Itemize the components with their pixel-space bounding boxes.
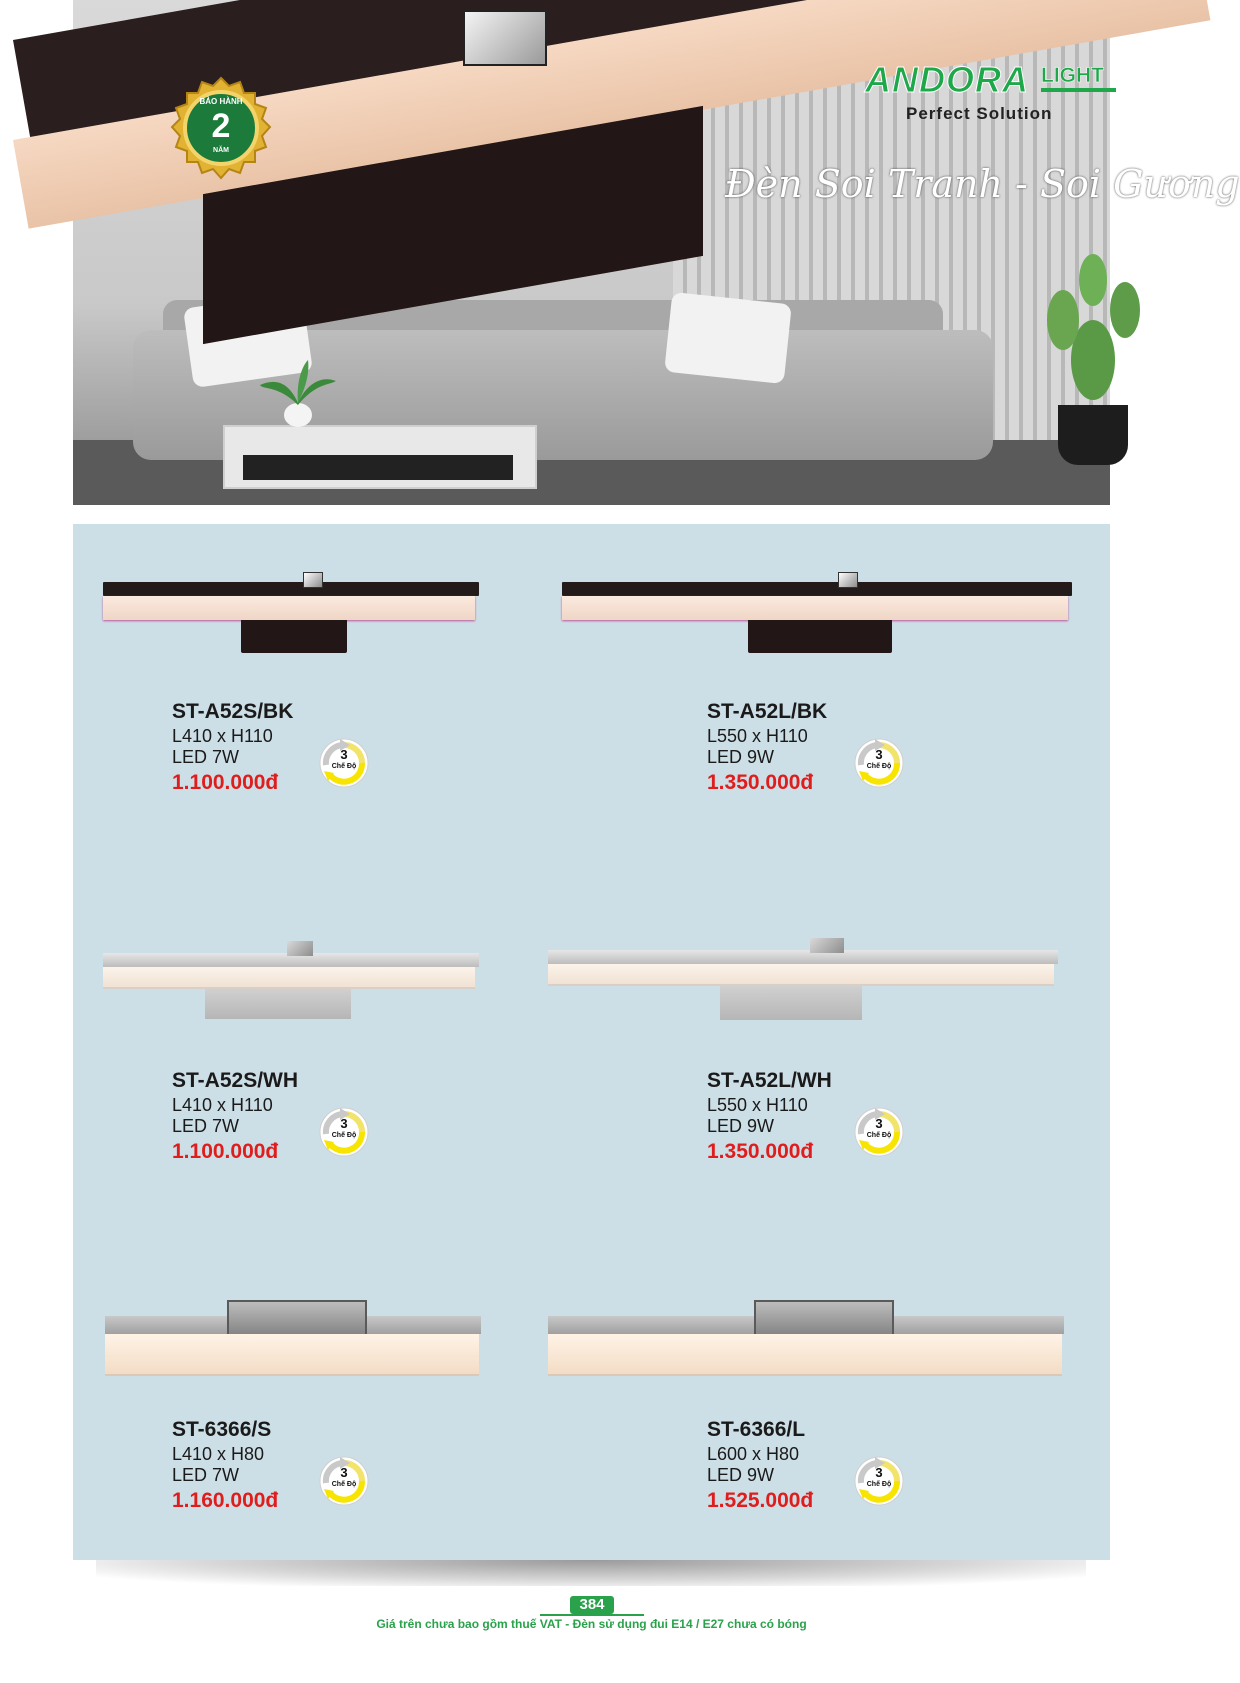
- lamp-diffuser: [103, 967, 475, 989]
- product-code: ST-6366/L: [707, 1418, 806, 1441]
- product-price: 1.350.000đ: [707, 771, 814, 794]
- mode-number: 3: [875, 1465, 883, 1480]
- mode-number: 3: [340, 1116, 348, 1131]
- product-image-st-a52l-wh: [548, 950, 1058, 1025]
- product-image-st-a52s-wh: [103, 953, 479, 1013]
- product-power: LED 9W: [707, 747, 775, 767]
- product-power: LED 7W: [172, 1116, 240, 1136]
- product-price: 1.160.000đ: [172, 1489, 279, 1512]
- cactus-icon: [1033, 240, 1153, 410]
- lamp-bracket: [748, 620, 892, 653]
- product-size: L410 x H80: [172, 1444, 265, 1464]
- brand-logo: [865, 60, 1115, 130]
- lamp-clip: [303, 572, 323, 588]
- table-plant-icon: [258, 355, 338, 430]
- mode-number: 3: [875, 1116, 883, 1131]
- mode-number: 3: [875, 747, 883, 762]
- product-code: ST-A52S/BK: [172, 700, 294, 723]
- product-code: ST-6366/S: [172, 1418, 272, 1441]
- lamp-bar: [548, 950, 1058, 964]
- coffee-table-shelf: [243, 455, 513, 480]
- light-mode-icon: [851, 1104, 907, 1160]
- light-mode-icon: [851, 1453, 907, 1509]
- mode-number: 3: [340, 747, 348, 762]
- footer-divider: [540, 1614, 644, 1616]
- panel-shadow: [96, 1560, 1086, 1586]
- light-mode-icon: [316, 735, 372, 791]
- lamp-clip: [287, 941, 313, 956]
- product-price: 1.350.000đ: [707, 1140, 814, 1163]
- plant-pot: [1058, 405, 1128, 465]
- lamp-clip: [810, 938, 844, 953]
- product-power: LED 9W: [707, 1465, 775, 1485]
- mode-label: Chế Độ: [331, 763, 357, 770]
- light-mode-icon: [316, 1104, 372, 1160]
- mode-label: Chế Độ: [866, 763, 892, 770]
- lamp-diffuser: [548, 964, 1054, 986]
- product-size: L550 x H110: [707, 1095, 808, 1115]
- product-power: LED 7W: [172, 747, 240, 767]
- product-power: LED 7W: [172, 1465, 240, 1485]
- badge-number: 2: [211, 107, 231, 145]
- lamp-bracket: [241, 620, 347, 653]
- mode-number: 3: [340, 1465, 348, 1480]
- product-size: L600 x H80: [707, 1444, 800, 1464]
- lamp-bar: [103, 582, 479, 596]
- pillow: [664, 292, 792, 384]
- page-number: 384: [570, 1596, 614, 1614]
- script-title: Đèn Soi Tranh - Soi Gương: [725, 162, 1240, 206]
- product-price: 1.525.000đ: [707, 1489, 814, 1512]
- product-size: L410 x H110: [172, 1095, 273, 1115]
- product-code: ST-A52L/BK: [707, 700, 828, 723]
- badge-bottom-text: NĂM: [213, 147, 229, 154]
- product-panel: [73, 524, 1110, 1560]
- brand-underline: [1041, 88, 1116, 92]
- light-mode-icon: [851, 735, 907, 791]
- mode-label: Chế Độ: [866, 1132, 892, 1139]
- light-mode-icon: [316, 1453, 372, 1509]
- lamp-diffuser: [105, 1334, 479, 1376]
- product-image-st-6366-s: [105, 1298, 481, 1378]
- product-size: L410 x H110: [172, 726, 273, 746]
- lamp-diffuser: [103, 596, 475, 620]
- product-size: L550 x H110: [707, 726, 808, 746]
- mode-label: Chế Độ: [331, 1132, 357, 1139]
- mode-label: Chế Độ: [331, 1481, 357, 1488]
- hero-lamp-clip: [463, 10, 547, 66]
- warranty-badge: [168, 76, 274, 182]
- product-code: ST-A52L/WH: [707, 1069, 832, 1092]
- lamp-bracket: [205, 989, 351, 1019]
- product-image-st-6366-l: [548, 1298, 1064, 1378]
- lamp-bracket: [720, 986, 862, 1020]
- brand-suffix: LIGHT: [1041, 64, 1104, 87]
- lamp-clip: [838, 572, 858, 588]
- lamp-diffuser: [548, 1334, 1062, 1376]
- lamp-bar: [562, 582, 1072, 596]
- brand-name: ANDORA: [865, 59, 1029, 100]
- product-power: LED 9W: [707, 1116, 775, 1136]
- lamp-diffuser: [562, 596, 1068, 620]
- footer-note: Giá trên chưa bao gồm thuế VAT - Đèn sử dụng đui E14 / E27 chưa có bóng: [376, 1617, 807, 1631]
- product-image-st-a52s-bk: [103, 582, 479, 662]
- brand-tagline: Perfect Solution: [906, 104, 1053, 123]
- product-price: 1.100.000đ: [172, 771, 279, 794]
- product-code: ST-A52S/WH: [172, 1069, 299, 1092]
- badge-top-text: BẢO HÀNH: [199, 97, 243, 106]
- product-image-st-a52l-bk: [562, 582, 1072, 662]
- product-price: 1.100.000đ: [172, 1140, 279, 1163]
- mode-label: Chế Độ: [866, 1481, 892, 1488]
